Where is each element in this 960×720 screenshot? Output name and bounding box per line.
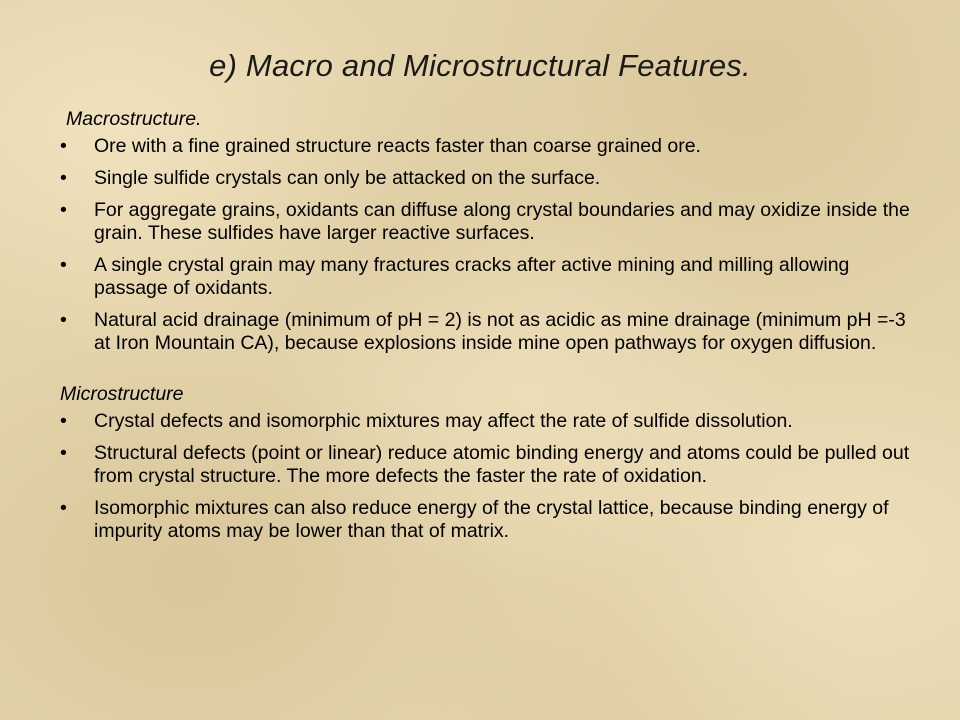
bullet-icon: • <box>60 167 67 189</box>
bullet-text: Crystal defects and isomorphic mixtures may affect the rate of sulfide dissolution. <box>94 410 793 432</box>
slide-title: e) Macro and Microstructural Features. <box>209 48 751 83</box>
bullet-text: Structural defects (point or linear) reduce atomic binding energy and atoms could be pulled out from crystal structure. The more defects the faster the rate of oxidation. <box>94 442 910 487</box>
bullet-text: Isomorphic mixtures can also reduce energy of the crystal lattice, because binding energy of impurity atoms may be lower than that of matrix. <box>94 497 889 542</box>
bullet-icon: • <box>60 135 67 157</box>
bullet-icon: • <box>60 442 67 464</box>
microstructure-list <box>60 410 910 543</box>
list-item <box>60 442 910 488</box>
microstructure-heading: Microstructure <box>60 383 184 405</box>
slide-content <box>60 108 910 552</box>
section-spacer <box>60 364 910 383</box>
list-item <box>60 410 910 433</box>
bullet-text: Natural acid drainage (minimum of pH = 2) is not as acidic as mine drainage (minimum pH =-3 at Iron Mountain CA), because explosions inside mine open pathways for oxygen diffusion. <box>94 309 906 354</box>
macrostructure-heading: Macrostructure. <box>66 108 202 130</box>
bullet-text: Single sulfide crystals can only be attacked on the surface. <box>94 167 601 189</box>
bullet-text: Ore with a fine grained structure reacts faster than coarse grained ore. <box>94 135 701 157</box>
list-item <box>60 135 910 158</box>
bullet-icon: • <box>60 199 67 221</box>
bullet-icon: • <box>60 497 67 519</box>
list-item <box>60 254 910 300</box>
bullet-icon: • <box>60 254 67 276</box>
bullet-icon: • <box>60 309 67 331</box>
list-item <box>60 199 910 245</box>
list-item <box>60 497 910 543</box>
list-item <box>60 309 910 355</box>
bullet-text: For aggregate grains, oxidants can diffuse along crystal boundaries and may oxidize inside the grain. These sulfides have larger reactive surfaces. <box>94 199 910 244</box>
bullet-text: A single crystal grain may many fractures cracks after active mining and milling allowing passage of oxidants. <box>94 254 850 299</box>
bullet-icon: • <box>60 410 67 432</box>
list-item <box>60 167 910 190</box>
macrostructure-list <box>60 135 910 355</box>
